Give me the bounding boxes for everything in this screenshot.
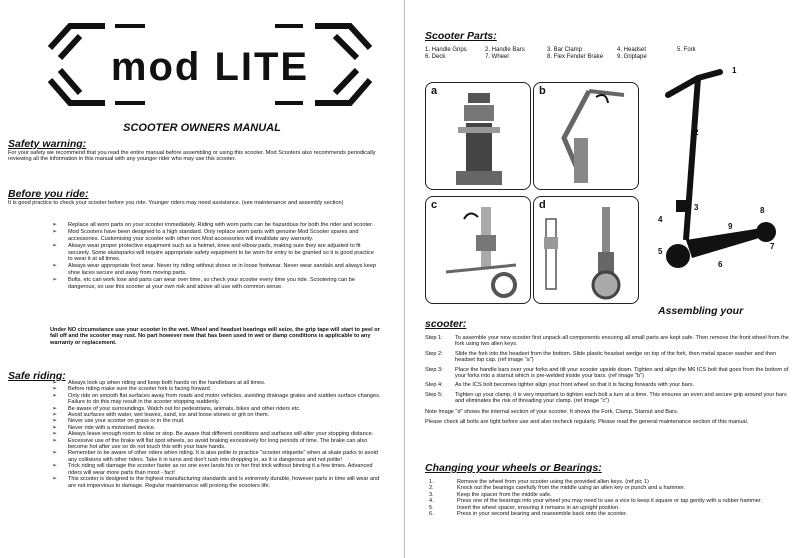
photo-label: a	[431, 85, 438, 97]
assembly-heading-cont: scooter:	[425, 318, 467, 330]
part-item: 2. Handle Bars	[485, 47, 525, 53]
safety-warning-body: For your safety we recommend that you read the entire manual before assembling or using this scooter. Mod Scooters also recommends periodically reviewing all the information in this manual with any younger rider who may use this scooter.	[8, 150, 376, 163]
step-text: Tighten up your clamp, it is very important to tighten each bolt a turn at a time. This ensures an even and secure grip around your bars and eliminates the risk of threading your clamp. (ref image "c")	[455, 391, 787, 405]
assembly-step	[425, 335, 793, 348]
wheels-heading: Changing your wheels or Bearings:	[425, 462, 602, 474]
step-label: Step 3:	[425, 366, 443, 373]
scooter-illustration	[650, 60, 800, 300]
callout-number: 1	[732, 66, 737, 75]
callout-number: 4	[658, 215, 663, 224]
item-number: 1.	[429, 479, 434, 485]
list-item: ➢ Bolts, etc can work lose and parts can wear over time, so check your scooter every time you ride. Scootering can be dangerous, so use this scooter at your own risk and above all use with common sense.	[50, 277, 380, 290]
part-item: 3. Bar Clamp	[547, 47, 583, 53]
scooter-diagram	[650, 60, 800, 300]
before-ride-intro: It is good practice to check your scooter before you ride. Younger riders may need assistance. (see maintenance and assembly section)	[8, 200, 344, 206]
item-text: Press one of the bearings into your wheel you may need to use a vice to keep it square or tap gently with a rubber hammer.	[457, 498, 763, 505]
item-number: 4.	[429, 498, 434, 505]
list-item: ➢ Trick riding will damage the scooter faster as no one ever lands his or her first trick without binning it a few times. Advanced riders will wear more parts than most - fact!	[50, 463, 386, 476]
list-item: ➢ Replace all worn parts on your scooter immediately. Riding with worn parts can be hazardous for both the rider and scooter.	[50, 222, 380, 228]
item-text: Knock out the bearings carefully from the middle using an allen key or punch and a hammer.	[457, 485, 686, 492]
clamp-illustration	[426, 197, 530, 303]
step-text: Slide the fork into the headset from the bottom. Slide plastic headset wedge on top of the fork, then metal spacer washer and then headset top cap. (ref image "a")	[455, 350, 777, 364]
parts-list	[425, 47, 727, 61]
part-item: 9. Griptape	[617, 54, 647, 60]
assembly-check: Please check all bolts are tight before use and also recheck regularly. Please read the general maintenance section of this manual.	[425, 419, 749, 426]
item-text: Insert the wheel spacer, ensuring it remains in an upright position.	[457, 504, 620, 511]
logo	[45, 18, 375, 110]
step-label: Step 4:	[425, 382, 443, 389]
assembly-step	[425, 351, 793, 364]
item-text: Keep the spacer from the middle safe.	[457, 491, 552, 498]
wet-warning: Under NO circumstance use your scooter in the wet. Wheel and headset bearings will seize, the grip tape will start to peel or fall off and the scooter may rust. No part however new that has been used in wet or damp conditions is applicable to any warranty or replacement.	[50, 327, 380, 346]
photo-c	[425, 196, 531, 304]
assembly-heading: Assembling your	[658, 305, 744, 317]
assembly-note: Note Image "d" shows the internal section of your scooter. It shows the Fork, Clamp, Starnut and Bars.	[425, 408, 679, 415]
item-text: Remove the wheel from your scooter using the provided allen keys. (ref pic 1)	[457, 479, 649, 485]
list-item: ➢ Always look up when riding and keep both hands on the handlebars at all times.	[50, 380, 386, 386]
callout-number: 7	[770, 242, 775, 251]
list-item: ➢ Only ride on smooth flat surfaces away from roads and motor vehicles, avoiding drainage grates and sudden surface changes. Failure to do this may result in the scooter stopping suddenly.	[50, 393, 386, 406]
photo-a	[425, 82, 531, 190]
before-ride-heading: Before you ride:	[8, 188, 89, 200]
item-text: Press in your second bearing and reassemble back onto the scooter.	[457, 511, 628, 518]
callout-number: 5	[658, 247, 663, 256]
item-number: 2.	[429, 485, 434, 492]
parts-heading: Scooter Parts:	[425, 30, 497, 42]
manual-title: SCOOTER OWNERS MANUAL	[123, 122, 281, 134]
headset-illustration	[426, 83, 530, 189]
step-text: As the ICS bolt becomes tighter align your front wheel so that it is facing forwards with your bars.	[455, 382, 695, 389]
bars-illustration	[534, 83, 638, 189]
assembly-step	[425, 382, 793, 388]
part-item: 8. Flex Fender Brake	[547, 54, 604, 60]
assembly-steps	[425, 335, 793, 425]
before-ride-list	[50, 222, 380, 290]
list-item: ➢ Always leave enough room to slow or stop. Be aware that different conditions and surfaces will alter your stopping distance.	[50, 431, 386, 437]
photo-label: c	[431, 199, 438, 211]
part-item: 1. Handle Grips	[425, 47, 467, 53]
safe-riding-heading: Safe riding:	[8, 370, 66, 382]
assembly-step	[425, 367, 793, 380]
list-item: ➢ Always wear appropriate foot wear. Never try riding without shoes or in loose footwear. Never wear sandals and always keep shoe laces secure and away from moving parts.	[50, 263, 380, 276]
safe-riding-list	[50, 380, 386, 489]
callout-number: 2	[694, 128, 699, 137]
step-label: Step 2:	[425, 350, 443, 357]
list-item: ➢ Never ride with a motorised device.	[50, 425, 386, 431]
item-number: 5.	[429, 504, 434, 511]
list-item	[425, 511, 785, 517]
logo-graphic	[45, 18, 375, 110]
photo-d	[533, 196, 639, 304]
step-text: To assemble your new scooter first unpack all components ensuring all small parts are kept safe. Then remove the front wheel from the fork using two allen keys.	[455, 335, 789, 348]
list-item: ➢ Mod Scooters have been designed to a high standard. Only replace worn parts with genuine Mod Scooter spares and accessories. Customising your scooter with other non Mod accessories will invalidate any warranty.	[50, 229, 380, 242]
internal-section-illustration	[534, 197, 638, 303]
photo-b	[533, 82, 639, 190]
list-item: ➢ Be aware of your surroundings. Watch out for pedestrians, animals, bikes and other riders etc.	[50, 406, 386, 412]
item-number: 3.	[429, 491, 434, 498]
photo-label: d	[539, 199, 546, 211]
part-item: 4. Headset	[617, 47, 647, 53]
photo-label: b	[539, 85, 546, 97]
list-item: ➢ Never use your scooter on grass or in the mud.	[50, 418, 386, 424]
step-label: Step 1:	[425, 335, 443, 341]
wheels-list	[425, 479, 785, 517]
list-item: ➢ Remember to be aware of other riders when riding. It is also polite to practice "scooter etiquette" when at skate parks to avoid any collisions with other riders. Take it in turns and don't rush into dropping in, as it is dangerous and not polite!	[50, 450, 386, 463]
callout-number: 8	[760, 206, 765, 215]
part-item: 7. Wheel	[485, 54, 509, 60]
callout-number: 3	[694, 203, 699, 212]
step-text: Place the handle bars over your forks and tilt your scooter upside down. Tighten and align the M6 ICS bolt that goes from the bottom of your forks into a starnut which is pre-welded inside your bars. (ref image "b")	[455, 366, 789, 380]
list-item: ➢ Before riding make sure the scooter fork is facing forward.	[50, 386, 386, 392]
list-item: ➢ Avoid surfaces with water, wet leaves, sand, ice and loose stones or grit on them.	[50, 412, 386, 418]
logo-text: mod LITE	[110, 45, 310, 89]
safety-warning-heading: Safety warning:	[8, 138, 87, 150]
part-item: 6. Deck	[425, 54, 446, 60]
assembly-step	[425, 392, 793, 405]
callout-number: 6	[718, 260, 723, 269]
list-item: ➢ Excessive use of the brake will flat spot wheels, so avoid braking excessively for long periods of time. The brake can also become hot after use so do not touch this with your bare hands.	[50, 438, 386, 451]
list-item: ➢ This scooter is designed to the highest manufacturing standards and is extremely durable, however parts in time will wear and are not impervious to damage. Regular maintenance will prolong the scooters life.	[50, 476, 386, 489]
part-item: 5. Fork	[677, 47, 696, 53]
callout-number: 9	[728, 222, 733, 231]
page-divider	[404, 0, 405, 558]
item-number: 6.	[429, 511, 434, 518]
step-label: Step 5:	[425, 391, 443, 398]
list-item: ➢ Always wear proper protective equipment such as a helmet, knee and elbow pads, making sure they are adjusted to fit securely. Some skateparks will require appropriate safety equipment to be worn for entry to be granted so it is good practice to wear it at all times.	[50, 243, 380, 262]
